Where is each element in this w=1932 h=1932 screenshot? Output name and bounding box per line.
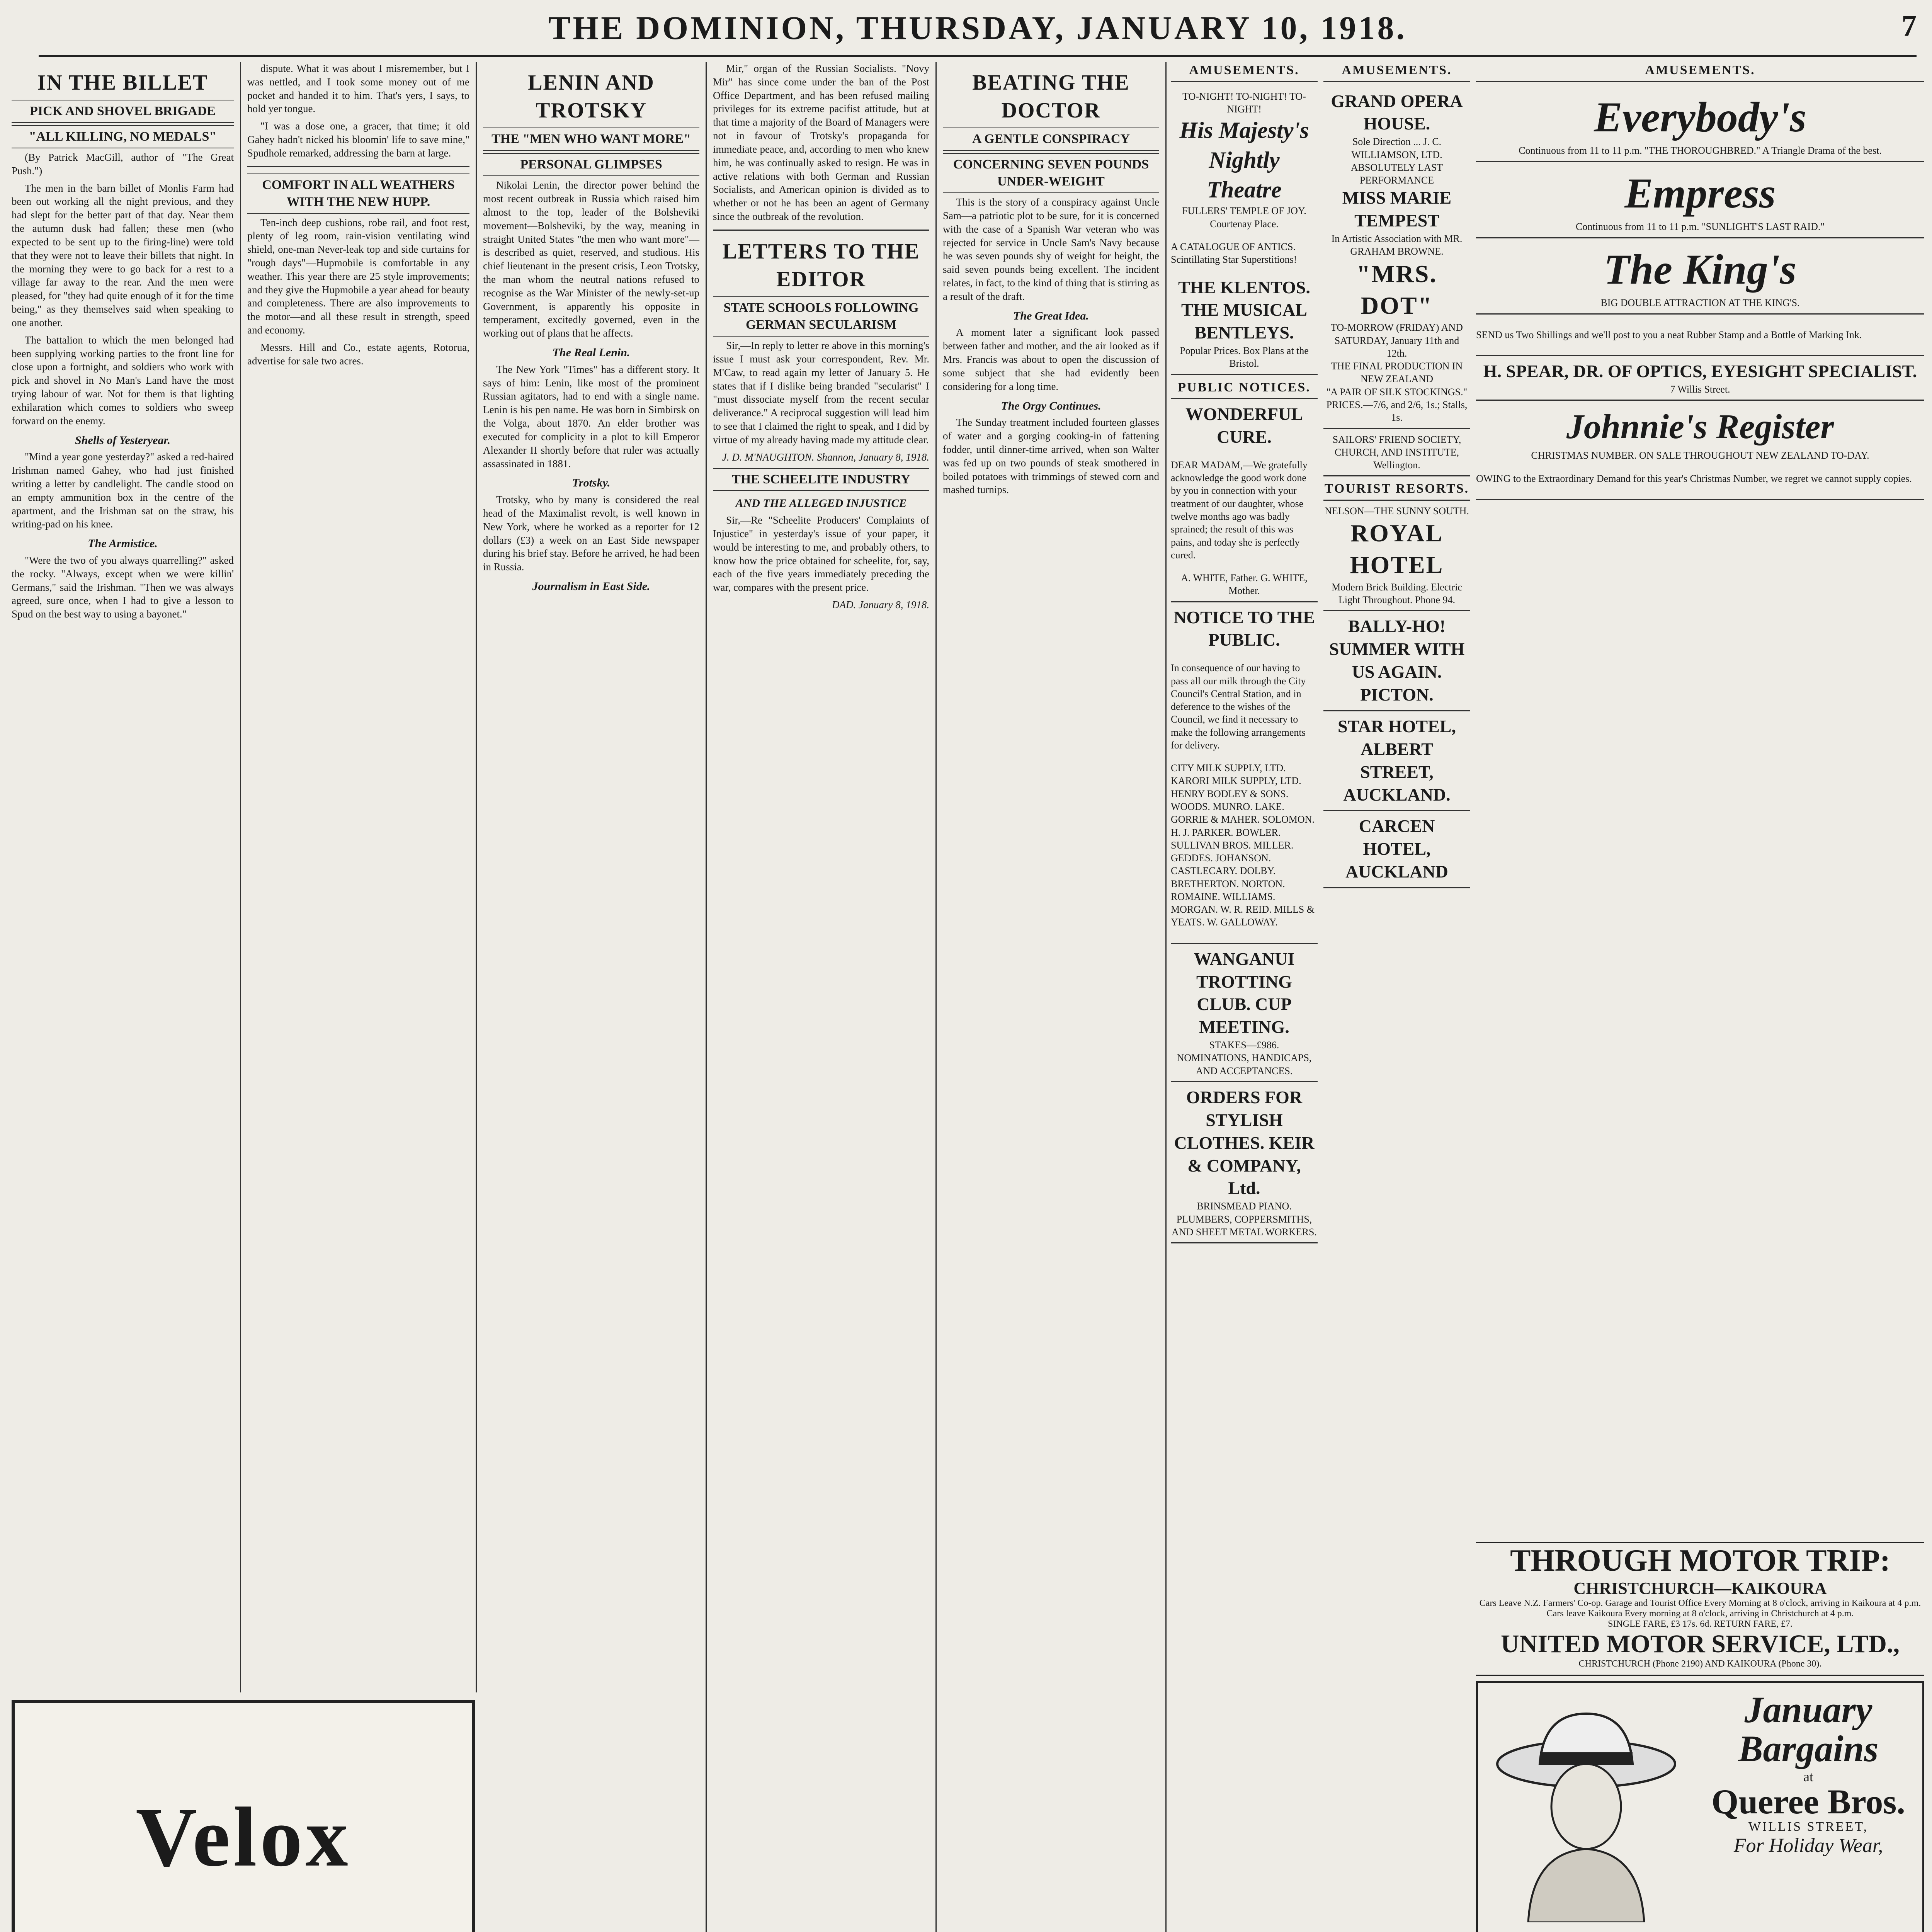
paragraph: The Sunday treatment included fourteen glasses of water and a gorging cooking-in of fattening fodder, until dinner-time arrived, when son Walter was fed up on two pounds of steak smothered in boiled potatoes with trimmings of stewed corn and mashed turnips. (943, 417, 1159, 496)
ad-line: SAILORS' FRIEND SOCIETY, CHURCH, AND INSTITUTE, Wellington. (1332, 434, 1461, 471)
velox-advertisement (12, 1700, 475, 1932)
byline: (By Patrick MacGill, author of "The Great Push.") (12, 151, 234, 177)
motor-trip-advertisement (1476, 1542, 1924, 1676)
public-notices (1171, 375, 1318, 602)
ad-title: H. SPEAR, DR. OF OPTICS, EYESIGHT SPECIALIST. (1483, 361, 1917, 381)
section-head: TOURIST RESORTS. (1323, 480, 1470, 501)
ad-line: TO-MORROW (FRIDAY) AND SATURDAY, January 11th and 12th. (1331, 322, 1463, 359)
queree-january: January (1744, 1689, 1872, 1730)
ad-line: Continuous from 11 to 11 p.m. "THE THOROUGHBRED." A Triangle Drama of the best. (1519, 145, 1882, 156)
banner-title: THROUGH MOTOR TRIP: (1510, 1544, 1890, 1578)
notice-body: In consequence of our having to pass all our milk through the City Council's Central Station, and in deference to the wishes of the Council, we find it necessary to make the following arrangements for delivery. (1171, 662, 1306, 751)
section-head: PUBLIC NOTICES. (1171, 379, 1318, 400)
ad-line: TO-NIGHT! TO-NIGHT! TO-NIGHT! (1182, 90, 1306, 115)
article-continuation (247, 62, 477, 1692)
ad-title: PICTON. (1360, 685, 1434, 705)
section-head: AMUSEMENTS. (1476, 62, 1924, 82)
article-lenin-trotsky (483, 62, 707, 1932)
section-heading: The Orgy Continues. (1001, 399, 1101, 412)
ad-line: In Artistic Association with MR. GRAHAM BROWNE. (1331, 233, 1463, 257)
ad-line: FULLERS' TEMPLE OF JOY. (1182, 205, 1306, 217)
hotel-title: ROYAL HOTEL (1350, 519, 1444, 579)
his-majestys-ad (1171, 86, 1318, 375)
ad-line: "A PAIR OF SILK STOCKINGS." (1326, 386, 1468, 398)
rubber-stamp-ad (1476, 315, 1924, 356)
ad-title: CARCEN HOTEL, AUCKLAND (1345, 816, 1448, 882)
article-in-the-billet (12, 62, 241, 1692)
ad-line: NOMINATIONS, HANDICAPS, AND ACCEPTANCES. (1177, 1052, 1312, 1077)
paragraph: Messrs. Hill and Co., estate agents, Rotorua, advertise for sale two acres. (247, 341, 469, 367)
masthead-title: THE DOMINION, THURSDAY, JANUARY 10, 1918. (548, 9, 1407, 46)
ad-line: SEND us Two Shillings and we'll post to you a neat Rubber Stamp and a Bottle of Marking Ink. (1476, 329, 1862, 340)
ad-line: Popular Prices. Box Plans at the Bristol. (1180, 345, 1309, 369)
trotting-club-ad (1171, 944, 1318, 1082)
banner-route: CHRISTCHURCH—KAIKOURA (1573, 1579, 1827, 1598)
section-head: AMUSEMENTS. (1171, 62, 1318, 82)
article-beating-the-doctor (943, 62, 1167, 1932)
ad-line: A CATALOGUE OF ANTICS. Scintillating Star Superstitions! (1171, 241, 1297, 265)
ad-line: PLUMBERS, COPPERSMITHS, AND SHEET METAL WORKERS. (1172, 1213, 1317, 1238)
section-heading: Shells of Yesteryear. (75, 434, 170, 447)
article-title: BEATING THE DOCTOR (972, 71, 1130, 123)
ad-line: BRINSMEAD PIANO. (1197, 1201, 1292, 1212)
article-subtitle-2: CONCERNING SEVEN POUNDS UNDER-WEIGHT (943, 153, 1159, 193)
carcen-hotel-ad (1323, 811, 1470, 888)
ad-line: CHRISTMAS NUMBER. ON SALE THROUGHOUT NEW ZEALAND TO-DAY. (1531, 450, 1869, 461)
ad-line: PRICES.—7/6, and 2/6, 1s.; Stalls, 1s. (1326, 399, 1468, 423)
article-subtitle-2: PERSONAL GLIMPSES (483, 153, 699, 176)
paragraph: The men in the barn billet of Monlis Farm had been out working all the night previous, and they had slept for the better part of that day. Near them the autumn dusk had fallen; these men (who expected to be sent up to the firing-line) were told that they were not to leave their billets that night. In the morning they were to go back for a rest to a village far away to the rear. And the men were pleased, for "they had quite enough of it for the time being," as they themselves said when speaking to one another. (12, 182, 234, 328)
ballyhoo-ad (1323, 611, 1470, 711)
banner-offices: CHRISTCHURCH (Phone 2190) AND KAIKOURA (Phone 30). (1578, 1659, 1822, 1669)
queree-bargains: Bargains (1738, 1728, 1879, 1769)
hat-illustration (1478, 1683, 1694, 1930)
section-heading: The Armistice. (88, 537, 158, 550)
paragraph: "Were the two of you always quarrelling?" asked the rocky. "Always, except when we were killin' Germans," said the Irishman. "Then we was always agreed, sure once, when I had to give a lesson to Spud on the best way to using a bayonet." (12, 554, 234, 620)
article-subtitle: PICK AND SHOVEL BRIGADE (12, 100, 234, 123)
ad-line: THE FINAL PRODUCTION IN NEW ZEALAND (1331, 361, 1463, 385)
amusements-column-3 (1476, 62, 1924, 1530)
section-heading: COMFORT IN ALL WEATHERS WITH THE NEW HUPP. (247, 173, 469, 214)
paragraph: A moment later a significant look passed between father and mother, and the air looked as if Mrs. Francis was about to open the discussion of some subject that she had evidently been considering for a long time. (943, 327, 1159, 392)
sailors-ad (1323, 429, 1470, 477)
ad-title: BALLY-HO! SUMMER WITH US AGAIN. (1329, 616, 1465, 682)
amusements-column-1 (1171, 62, 1318, 1932)
article-title: LENIN AND TROTSKY (528, 71, 655, 123)
ad-line: OWING to the Extraordinary Demand for this year's Christmas Number, we regret we cannot supply copies. (1476, 473, 1912, 484)
ad-line: Continuous from 11 to 11 p.m. "SUNLIGHT'S LAST RAID." (1576, 221, 1825, 233)
ad-line: BIG DOUBLE ATTRACTION AT THE KING'S. (1600, 297, 1800, 309)
paragraph: The New York "Times" has a different story. It says of him: Lenin, like most of the prominent Russian agitators, had to end with a single name. Lenin is his pen name. He was born in Simbirsk on the Volga, about 1870. An elder brother was executed for complicity in a plot to kill Emperor Alexander II shortly before that ruler was actually assassinated in 1881. (483, 363, 699, 469)
clothes-ad (1171, 1082, 1318, 1243)
letter-signature: J. D. M'NAUGHTON. Shannon, January 8, 1918. (722, 451, 929, 463)
ad-line: STAKES—£986. (1209, 1039, 1279, 1051)
masthead (39, 9, 1917, 57)
paragraph: Ten-inch deep cushions, robe rail, and foot rest, plenty of leg room, rain-vision ventilating wind shield, one-man Never-leak top and side curtains for "rough days"—Hupmobile is comfortable in any weather. This year there are 25 style improvements; and they give the Hupmobile a year ahead for beauty and completeness. There are also improvements to the motor—and all these result in strength, speed and economy. (247, 216, 469, 336)
paragraph: The battalion to which the men belonged had been supplying working parties to the front line for close upon a fortnight, and soldiers who work with pick and shovel in No Man's Land have the most trying labour of war. Not for them is that lighting exhilaration which comes to soldiers who sweep forward on the enemy. (12, 334, 234, 427)
section-heading: Trotsky. (572, 476, 611, 490)
paragraph: "Mind a year gone yesterday?" asked a red-haired Irishman named Gahey, who had just finished writing a letter by candlelight. The candle stood on an empty ammunition box in the centre of the apartment, and the Irishman sat on the straw, his writing-pad on his knee. (12, 451, 234, 530)
milk-notice (1171, 602, 1318, 944)
section-heading: Journalism in East Side. (532, 580, 650, 593)
ad-star: MISS MARIE TEMPEST (1342, 188, 1452, 231)
banner-company: UNITED MOTOR SERVICE, LTD., (1501, 1630, 1900, 1658)
paragraph: This is the story of a conspiracy against Uncle Sam—a patriotic plot to be sure, for it is concerned with the case of a Spanish War veteran who was rejected for service in Uncle Sam's Navy because he was seven pounds shy of weight for height, the said seven pounds being excellent. The incident relates, in fact, to the kind of thing that is stirring as a result of the draft. (943, 196, 1159, 302)
amusements-column-2 (1323, 62, 1470, 1932)
article-title: IN THE BILLET (37, 71, 208, 95)
milk-supplier-list: CITY MILK SUPPLY, LTD. KARORI MILK SUPPLY, LTD. HENRY BODLEY & SONS. WOODS. MUNRO. LAKE. GORRIE & MAHER. SOLOMON. H. J. PARKER. BOWLER. SULLIVAN BROS. MILLER. GEDDES. JOHANSON. CASTLECARY. DOLBY. BRETHERTON. NORTON. ROMAINE. WILLIAMS. MORGAN. W. R. REID. MILLS & YEATS. W. GALLOWAY. (1171, 762, 1315, 928)
ad-line: Modern Brick Building. Electric Light Throughout. Phone 94. (1332, 581, 1462, 606)
register-logo: Johnnie's Register (1566, 408, 1834, 446)
velox-logo: Velox (136, 1790, 351, 1884)
empress-ad (1476, 162, 1924, 238)
paragraph: dispute. What it was about I misremember, but I was nettled, and I took some money out of me pocket and handed it to him. That's yers, I says, to hold yer tongue. (247, 63, 469, 115)
register-ad (1476, 401, 1924, 500)
ad-line: ABSOLUTELY LAST PERFORMANCE (1350, 162, 1443, 186)
paragraph: Trotsky, who by many is considered the real head of the Maximalist revolt, is well known in New York, where he worked as a reporter for 12 dollars (£3) a week on an East Side newspaper during his brief stay. Before he arrived, he had been in Russia. (483, 494, 699, 573)
banner-fare: SINGLE FARE, £3 17s. 6d. RETURN FARE, £7. (1608, 1619, 1793, 1629)
section-heading: The Real Lenin. (552, 346, 630, 359)
opera-house-ad (1323, 86, 1470, 429)
letter-title: STATE SCHOOLS FOLLOWING GERMAN SECULARISM (713, 296, 929, 337)
everybodys-logo: Everybody's (1594, 93, 1806, 141)
letter-body: Sir,—Re "Scheelite Producers' Complaints of Injustice" in yesterday's issue of your paper, it would be interesting to me, and probably others, to know how the price obtained for scheelite, for, say, each of the five years immediately preceding the war, compares with the present price. (713, 514, 929, 594)
ad-line: Courtenay Place. (1210, 218, 1279, 230)
paragraph: Nikolai Lenin, the director power behind the most recent outbreak in Russia which raised him almost to the top, leader of the Bolsheviki movement—Bolsheviki, by the way, meaning in straight United States "the men who want more"—is described as quiet, reserved, and studious. His chief lieutenant in the present crisis, Leon Trotsky, the man whom the neutral nations refused to recognise as the War Minister of the newly-set-up Government, is apparently his opposite in temperament, excitedly governed, even in the working out of plans that he affects. (483, 179, 699, 339)
page-number: 7 (1901, 9, 1917, 43)
letter-title: THE SCHEELITE INDUSTRY (713, 468, 929, 491)
banner-details: Cars Leave N.Z. Farmers' Co-op. Garage and Tourist Office Every Morning at 8 o'clock, arriving in Kaikoura at 4 p.m. Cars leave Kaikoura Every morning at 8 o'clock, arriving in Christchurch at 4 p.m. (1479, 1598, 1921, 1619)
ad-line: 7 Willis Street. (1670, 383, 1730, 395)
article-subtitle: THE "MEN WHO WANT MORE" (483, 128, 699, 151)
paragraph: Mir," organ of the Russian Socialists. "Novy Mir" has since come under the ban of the Post Office Department, and has been refused mailing privileges for its extreme pacifist attitude, but at that time a majority of the Board of Managers were not in favour of Trotsky's propaganda for immediate peace, and, according to men who knew him, he was continually asked to resign. He was in active relations with both German and Russian Socialists, and American opinion is divided as to whether or not he has been an agent of Germany since the outbreak of the revolution. (713, 63, 929, 223)
ad-title: GRAND OPERA HOUSE. (1331, 91, 1463, 134)
queree-holiday: For Holiday Wear, (1733, 1834, 1883, 1857)
ad-title: THE KLENTOS. THE MUSICAL BENTLEYS. (1178, 277, 1310, 343)
notice-signature: A. WHITE, Father. G. WHITE, Mother. (1181, 572, 1308, 597)
star-hotel-ad (1323, 711, 1470, 811)
article-subtitle: A GENTLE CONSPIRACY (943, 128, 1159, 151)
section-title: LETTERS TO THE EDITOR (722, 239, 920, 292)
letters-to-the-editor (713, 62, 937, 1932)
kings-logo: The King's (1604, 245, 1797, 293)
queree-bros-advertisement (1476, 1681, 1924, 1932)
ad-title: ORDERS FOR STYLISH CLOTHES. KEIR & COMPANY, Ltd. (1174, 1087, 1315, 1198)
ad-play: "MRS. DOT" (1356, 260, 1437, 319)
ad-line: NELSON—THE SUNNY SOUTH. (1325, 505, 1469, 517)
queree-street: WILLIS STREET, (1748, 1819, 1869, 1834)
section-head: AMUSEMENTS. (1323, 62, 1470, 82)
section-heading: The Great Idea. (1013, 309, 1089, 322)
optician-ad (1476, 356, 1924, 401)
ad-title: WANGANUI TROTTING CLUB. CUP MEETING. (1194, 949, 1295, 1037)
letter-body: Sir,—In reply to letter re above in this morning's issue I must ask your correspondent, Rev. Mr. M'Caw, to read again my letter of January 5. He states that if I dislike being branded "secularist" I "must dissociate myself from the recent secular deliverance." A reciprocal suggestion will lead him to see that I claimed the right to speak, and I did by virtue of my already having made my attitude clear. (713, 340, 929, 446)
article-subtitle-2: "ALL KILLING, NO MEDALS" (12, 125, 234, 148)
everybodys-ad (1476, 86, 1924, 162)
ad-title: STAR HOTEL, ALBERT STREET, AUCKLAND. (1338, 716, 1456, 804)
letter-signature: DAD. January 8, 1918. (832, 599, 929, 611)
tourist-resorts (1323, 476, 1470, 611)
theatre-logo: His Majesty's Nightly Theatre (1179, 117, 1309, 202)
letter-subtitle: AND THE ALLEGED INJUSTICE (735, 497, 907, 510)
notice-body: DEAR MADAM,—We gratefully acknowledge the good work done by you in connection with your treatment of our daughter, whose twelve months ago was badly sprained; the result of this was pains, and today she is perfectly cured. (1171, 459, 1308, 561)
queree-at: at (1803, 1769, 1813, 1784)
notice-title: WONDERFUL CURE. (1185, 404, 1303, 447)
kings-ad (1476, 238, 1924, 315)
ad-line: Sole Direction ... J. C. WILLIAMSON, LTD. (1351, 136, 1442, 160)
paragraph: "I was a dose one, a gracer, that time; it old Gahey hadn't nicked his bloomin' life to save mine," Spudhole remarked, addressing the barn at large. (247, 120, 469, 159)
empress-logo: Empress (1624, 169, 1776, 217)
queree-brand: Queree Bros. (1711, 1782, 1905, 1821)
notice-title: NOTICE TO THE PUBLIC. (1173, 607, 1315, 650)
